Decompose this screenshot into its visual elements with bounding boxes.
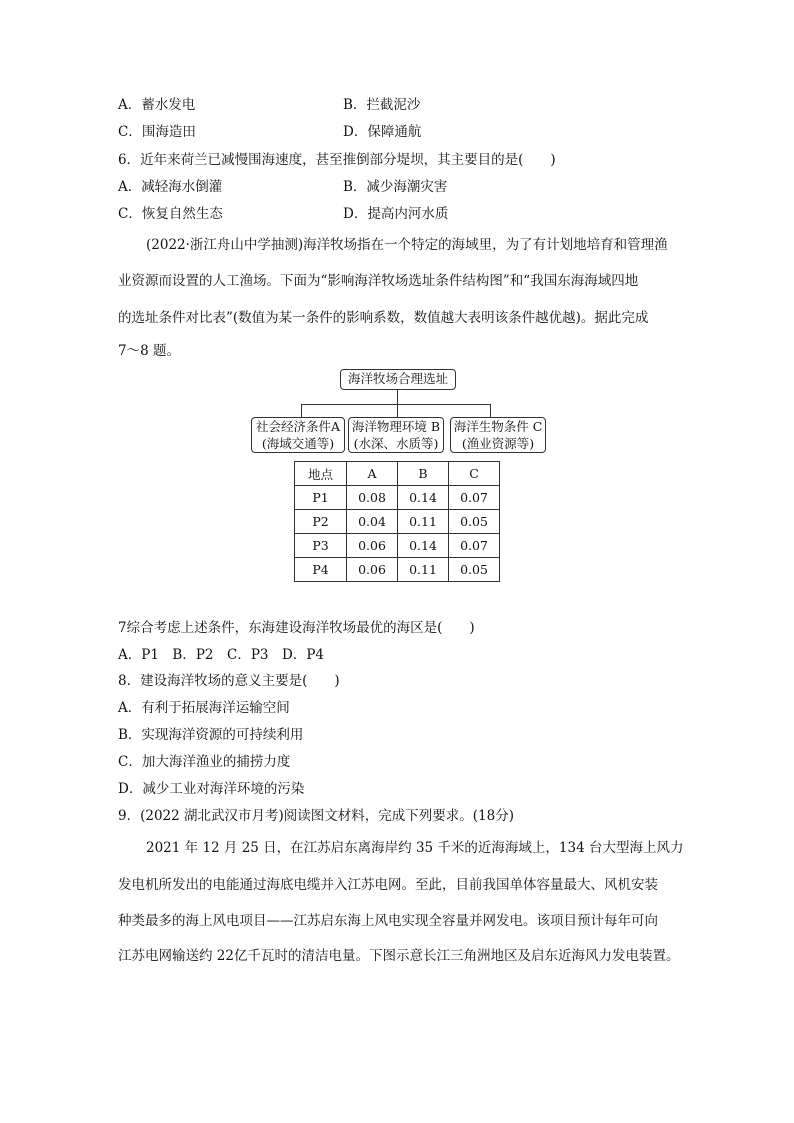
table-cell: 0.14 bbox=[398, 534, 449, 558]
table-row bbox=[295, 558, 500, 582]
diagram-node-b bbox=[348, 417, 444, 453]
diagram-node-a bbox=[251, 417, 345, 453]
table-cell: 0.05 bbox=[449, 558, 500, 582]
table-row bbox=[295, 534, 500, 558]
diagram-node-c bbox=[450, 417, 546, 453]
q8-option-c: C．加大海洋渔业的捕捞力度 bbox=[118, 754, 291, 770]
diagram-branch-c bbox=[490, 404, 491, 417]
node-c-title: 海洋生物条件 C bbox=[453, 419, 543, 434]
table-row bbox=[295, 510, 500, 534]
q8-option-b: B．实现海洋资源的可持续利用 bbox=[118, 727, 304, 743]
node-b-title: 海洋物理环境 B bbox=[351, 419, 441, 434]
table-cell: P1 bbox=[295, 486, 347, 510]
q9-stem: 9．(2022 湖北武汉市月考)阅读图文材料，完成下列要求。(18分) bbox=[118, 808, 514, 824]
diagram-branch-a bbox=[301, 404, 302, 417]
q5-option-d: D．保障通航 bbox=[343, 124, 422, 140]
table-header-cell: A bbox=[347, 462, 398, 486]
q5-option-a: A．蓄水发电 bbox=[118, 97, 196, 113]
diagram-trunk-line bbox=[397, 389, 398, 404]
q9-material-line-1: 2021 年 12 月 25 日，在江苏启东离海岸约 35 千米的近海海域上，134 台大型海上风力 bbox=[146, 840, 684, 856]
q6-option-b: B．减少海潮灾害 bbox=[343, 179, 448, 195]
site-comparison-table bbox=[294, 461, 500, 582]
table-cell: 0.06 bbox=[347, 558, 398, 582]
table-cell: 0.06 bbox=[347, 534, 398, 558]
q8-stem: 8．建设海洋牧场的意义主要是( ) bbox=[118, 673, 340, 689]
table-cell: 0.14 bbox=[398, 486, 449, 510]
diagram-root-node bbox=[340, 369, 456, 390]
table-cell: P4 bbox=[295, 558, 347, 582]
table-cell: 0.07 bbox=[449, 534, 500, 558]
table-cell: 0.04 bbox=[347, 510, 398, 534]
q7-stem: 7综合考虑上述条件，东海建设海洋牧场最优的海区是( ) bbox=[118, 620, 475, 636]
q6-option-a: A．减轻海水倒灌 bbox=[118, 179, 223, 195]
table-header-cell: C bbox=[449, 462, 500, 486]
table-cell: 0.07 bbox=[449, 486, 500, 510]
q5-option-c: C．围海造田 bbox=[118, 124, 196, 140]
q6-stem: 6．近年来荷兰已减慢围海速度，甚至推倒部分堤坝，其主要目的是( ) bbox=[118, 152, 556, 168]
node-b-subtitle: (水深、水质等) bbox=[353, 436, 439, 451]
q6-option-d: D．提高内河水质 bbox=[343, 206, 449, 222]
table-cell: 0.05 bbox=[449, 510, 500, 534]
table-row bbox=[295, 486, 500, 510]
diagram-root-label: 海洋牧场合理选址 bbox=[347, 371, 448, 386]
q9-material-line-3: 种类最多的海上风电项目——江苏启东海上风电实现全容量并网发电。该项目预计每年可向 bbox=[118, 913, 658, 929]
q5-option-b: B．拦截泥沙 bbox=[343, 97, 421, 113]
table-header-cell: B bbox=[398, 462, 449, 486]
intro-line-4: 7～8 题。 bbox=[118, 343, 180, 359]
q9-material-line-4: 江苏电网输送约 22亿千瓦时的清洁电量。下图示意长江三角洲地区及启东近海风力发电装置。 bbox=[118, 948, 680, 964]
intro-line-3: 的选址条件对比表”(数值为某一条件的影响系数，数值越大表明该条件越优越)。据此完成 bbox=[118, 310, 649, 326]
q7-options: A．P1 B．P2 C．P3 D．P4 bbox=[118, 647, 325, 663]
node-c-subtitle: (渔业资源等) bbox=[461, 436, 535, 451]
table-cell: 0.11 bbox=[398, 510, 449, 534]
node-a-subtitle: (海域交通等) bbox=[261, 436, 335, 451]
table-cell: 0.08 bbox=[347, 486, 398, 510]
intro-line-2: 业资源而设置的人工渔场。下面为“影响海洋牧场选址条件结构图”和“我国东海海域四地 bbox=[118, 273, 639, 289]
table-header-row bbox=[295, 462, 500, 486]
table-cell: 0.11 bbox=[398, 558, 449, 582]
table-cell: P3 bbox=[295, 534, 347, 558]
table-cell: P2 bbox=[295, 510, 347, 534]
table-header-cell: 地点 bbox=[295, 462, 347, 486]
diagram-branch-line bbox=[301, 404, 490, 405]
q8-option-d: D．减少工业对海洋环境的污染 bbox=[118, 781, 305, 797]
intro-line-1: (2022·浙江舟山中学抽测)海洋牧场指在一个特定的海域里，为了有计划地培育和管理渔 bbox=[146, 237, 668, 253]
node-a-title: 社会经济条件A bbox=[255, 419, 341, 434]
q9-material-line-2: 发电机所发出的电能通过海底电缆并入江苏电网。至此，目前我国单体容量最大、风机安装 bbox=[118, 877, 658, 893]
q8-option-a: A．有利于拓展海洋运输空间 bbox=[118, 700, 290, 716]
q6-option-c: C．恢复自然生态 bbox=[118, 206, 223, 222]
diagram-branch-b bbox=[397, 404, 398, 417]
